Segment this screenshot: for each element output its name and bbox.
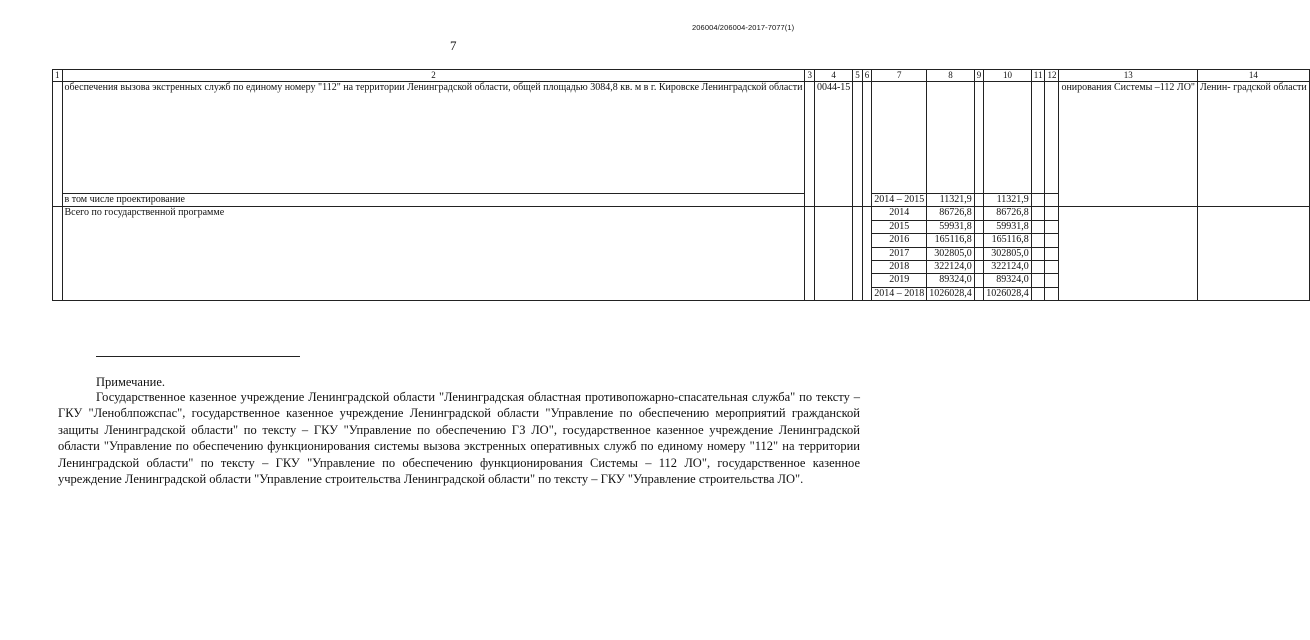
executor-cell: онирования Системы –112 ЛО" <box>1059 82 1198 207</box>
table-cell <box>1045 234 1059 247</box>
table-cell <box>974 234 984 247</box>
table-cell <box>984 82 1032 194</box>
footnote-divider <box>96 356 300 357</box>
column-header: 2 <box>62 70 805 82</box>
column-header: 14 <box>1198 70 1310 82</box>
table-cell <box>974 207 984 220</box>
program-year-cell: 2016 <box>872 234 927 247</box>
table-cell <box>53 82 63 207</box>
table-cell <box>805 207 815 301</box>
table-cell <box>1045 261 1059 274</box>
program-total-cell: 302805,0 <box>927 247 975 260</box>
note-title: Примечание. <box>96 375 166 389</box>
table-cell <box>974 194 984 207</box>
table-cell <box>53 207 63 301</box>
program-year-cell: 2015 <box>872 220 927 233</box>
table-cell <box>1031 234 1045 247</box>
table-row-object <box>53 82 1310 194</box>
table-cell <box>1045 274 1059 287</box>
program-year-cell: 2014 – 2018 <box>872 287 927 300</box>
budget-table <box>52 69 1310 301</box>
column-header: 11 <box>1031 70 1045 82</box>
table-header-row <box>53 70 1310 82</box>
table-cell <box>1045 247 1059 260</box>
program-regional-cell: 322124,0 <box>984 261 1032 274</box>
table-cell <box>1031 261 1045 274</box>
table-cell <box>1045 207 1059 220</box>
table-cell <box>1031 194 1045 207</box>
object-name-cell: обеспечения вызова экстренных служб по единому номеру "112" на территории Ленинградской области, общей площадью 3084,8 кв. м в г. Кировске Ленинградской области <box>62 82 805 194</box>
program-regional-cell: 89324,0 <box>984 274 1032 287</box>
program-regional-cell: 302805,0 <box>984 247 1032 260</box>
program-regional-cell: 165116,8 <box>984 234 1032 247</box>
program-name-cell: Всего по государственной программе <box>62 207 805 301</box>
column-header: 7 <box>872 70 927 82</box>
table-cell <box>974 220 984 233</box>
table-cell <box>1031 287 1045 300</box>
table-cell <box>974 274 984 287</box>
program-total-cell: 89324,0 <box>927 274 975 287</box>
program-regional-cell: 59931,8 <box>984 220 1032 233</box>
design-regional-cell: 11321,9 <box>984 194 1032 207</box>
program-total-cell: 322124,0 <box>927 261 975 274</box>
column-header: 8 <box>927 70 975 82</box>
table-cell <box>1031 220 1045 233</box>
program-year-cell: 2017 <box>872 247 927 260</box>
table-cell <box>1031 274 1045 287</box>
table-cell <box>862 207 872 301</box>
column-header: 12 <box>1045 70 1059 82</box>
column-header: 9 <box>974 70 984 82</box>
customer-cell: Ленин- градской области <box>1198 82 1310 207</box>
table-cell <box>1031 82 1045 194</box>
table-cell <box>872 82 927 194</box>
table-cell <box>1045 287 1059 300</box>
table-cell <box>853 207 863 301</box>
column-header: 13 <box>1059 70 1198 82</box>
design-name-cell: в том числе проектирование <box>62 194 805 207</box>
table-cell <box>862 82 872 207</box>
program-total-cell: 86726,8 <box>927 207 975 220</box>
design-total-cell: 11321,9 <box>927 194 975 207</box>
document-code: 206004/206004-2017-7077(1) <box>692 23 795 32</box>
table-cell <box>974 82 984 194</box>
table-cell <box>974 261 984 274</box>
program-year-cell: 2014 <box>872 207 927 220</box>
column-header: 10 <box>984 70 1032 82</box>
table-cell <box>974 247 984 260</box>
table-cell <box>1031 207 1045 220</box>
table-cell <box>1045 220 1059 233</box>
column-header: 5 <box>853 70 863 82</box>
table-cell <box>853 82 863 207</box>
table-cell <box>805 82 815 207</box>
column-header: 6 <box>862 70 872 82</box>
program-regional-cell: 86726,8 <box>984 207 1032 220</box>
table-cell <box>1031 247 1045 260</box>
table-cell <box>1059 207 1198 301</box>
table-row-program <box>53 207 1310 220</box>
table-cell <box>927 82 975 194</box>
program-total-cell: 1026028,4 <box>927 287 975 300</box>
object-code-cell: 0044-15 <box>814 82 852 207</box>
table-cell <box>1198 207 1310 301</box>
page-number: 7 <box>450 38 457 53</box>
column-header: 1 <box>53 70 63 82</box>
program-regional-cell: 1026028,4 <box>984 287 1032 300</box>
program-total-cell: 165116,8 <box>927 234 975 247</box>
table-cell <box>1045 82 1059 194</box>
note-text: Государственное казенное учреждение Ленинградской области "Ленинградская областная противопожарно-спасательная служба" по тексту – ГКУ "Леноблпожспас", государственное казенное учреждение Ленинградской области "Управление по обеспечению мероприятий гражданской защиты Ленинградской области" по тексту – ГКУ "Управление по обеспечению ГЗ ЛО", государственное казенное учреждение Ленинградской области "Управление по обеспечению функционирования системы вызова экстренных оперативных служб по единому номеру "112" на территории Ленинградской области" по тексту – ГКУ "Управление по обеспечению функционирования Системы – 112 ЛО", государственное казенное учреждение Ленинградской области "Управление строительства Ленинградской области" по тексту – ГКУ "Управление строительства ЛО". <box>58 390 860 487</box>
program-year-cell: 2018 <box>872 261 927 274</box>
table-cell <box>974 287 984 300</box>
design-year-cell: 2014 – 2015 <box>872 194 927 207</box>
table-cell <box>1045 194 1059 207</box>
column-header: 4 <box>814 70 852 82</box>
column-header: 3 <box>805 70 815 82</box>
program-total-cell: 59931,8 <box>927 220 975 233</box>
table-cell <box>814 207 852 301</box>
program-year-cell: 2019 <box>872 274 927 287</box>
